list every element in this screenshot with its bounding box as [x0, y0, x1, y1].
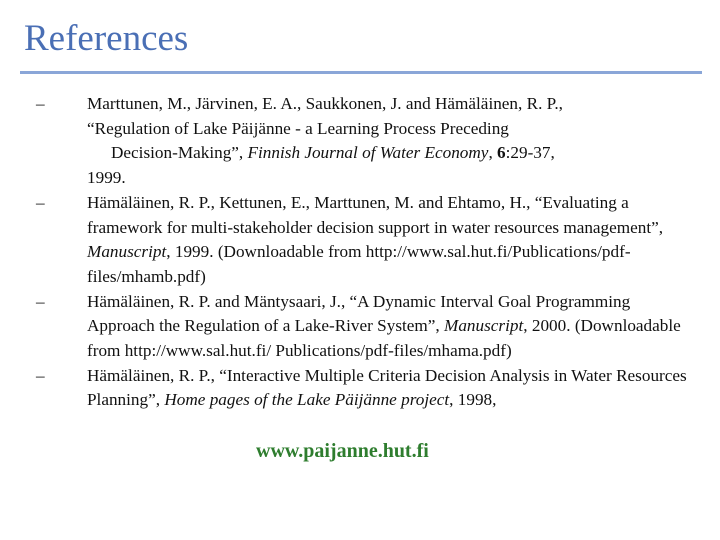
reference-item [36, 191, 700, 290]
reference-text: Hämäläinen, R. P., “Interactive Multiple Criteria Decision Analysis in Water Resources Planning”, [87, 365, 687, 410]
reference-bullet: – [36, 365, 45, 385]
reference-text-after: , 1998, [449, 390, 497, 410]
title-underline [20, 71, 702, 74]
reference-venue: Manuscript [87, 242, 167, 262]
reference-text: Hämäläinen, R. P., Kettunen, E., Marttunen, M. and Ehtamo, H., “Evaluating a framework for multi-stakeholder decision support in water resources management”, [87, 192, 664, 237]
reference-text-after: , 1999. (Downloadable from http://www.sal.hut.fi/Publications/pdf-files/mhamb.pdf) [87, 242, 631, 286]
slide-title: References [24, 18, 189, 59]
reference-volume: 6 [497, 143, 506, 163]
reference-venue: Home pages of the Lake Päijänne project [164, 390, 450, 410]
reference-title-line2: Decision-Making”, [111, 143, 248, 163]
reference-text-after: , 2000. (Downloadable from http://www.sal.hut.fi/ Publications/pdf-files/mhama.pdf) [87, 316, 681, 361]
reference-bullet: – [36, 192, 45, 212]
reference-item [36, 364, 700, 413]
reference-venue: Manuscript [444, 316, 524, 336]
reference-bullet: – [36, 94, 45, 113]
reference-list [36, 92, 700, 413]
project-url-link[interactable]: www.paijanne.hut.fi [256, 440, 429, 462]
reference-journal: Finnish Journal of Water Economy [247, 143, 489, 163]
reference-year: 1999. [87, 168, 126, 188]
reference-bullet: – [36, 291, 45, 311]
reference-pages: :29-37, [505, 143, 555, 163]
reference-title-line1: “Regulation of Lake Päijänne - a Learning Process Preceding [87, 118, 509, 138]
reference-item: – Marttunen, M., Järvinen, E. A., Saukkonen, J. and Hämäläinen, R. P., “Regulation of Lake Päijänne - a Learning Process Preceding Decision-Making”, Finnish Journal of Water Economy, 6:29-37, 1999. [36, 94, 563, 188]
reference-authors: Marttunen, M., Järvinen, E. A., Saukkonen, J. and Hämäläinen, R. P., [87, 94, 563, 113]
reference-text: Hämäläinen, R. P. and Mäntysaari, J., “A Dynamic Interval Goal Programming Approach the Regulation of a Lake-River System”, [87, 291, 631, 336]
reference-item [36, 290, 700, 364]
